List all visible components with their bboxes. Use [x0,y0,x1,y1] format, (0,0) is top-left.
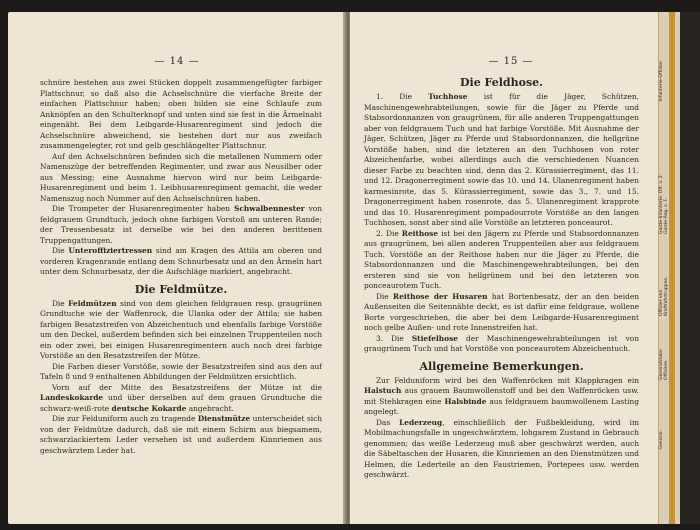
bold-term: Stiefelhose [411,333,458,343]
tab-label-generalstabs-offiziere[interactable]: Generalstabs-Offiziere. [659,347,669,380]
bold-term: Lederzeug [399,417,443,427]
paragraph [40,299,322,362]
text-run: der Maschinengewehrabteilungen ist von graugrünem Tuch und hat Vorstöße von ponceaurotem Abzeichentuch. [364,333,639,353]
left-paragraphs-upper [40,78,322,278]
paragraph [40,78,322,152]
paragraph [364,418,639,481]
text-run: von feldgrauem Grundtuch, jedoch ohne farbigen Vorstoß am unteren Rande; der Tressenbesatz ist derselbe wie bei den anderen berittenen Truppengattungen. [40,204,322,245]
paragraph [40,204,322,246]
paragraph [364,334,639,355]
text-run: hat Bortenbesatz, der an den beiden Außenseiten die Seitennähte deckt, es ist dafür eine feldgraue, wollene Borte vorgeschrieben, die aber bei dem Leibgarde-Husarenregiment noch gelbe Außen- und rote Innenstreifen hat. [364,291,639,332]
text-run: Die [52,246,69,255]
bold-term: Reithose [401,228,439,238]
bold-term: Halsbinde [444,396,487,406]
right-paragraphs-upper [364,92,639,355]
text-run: ist bei den Jägern zu Pferde und Stabsordonnanzen aus graugrünem, bei allen anderen Truppenteilen aber aus feldgrauem Tuch. Vorstöße an der Reithose haben nur die Jäger zu Pferde, die Stabsordonnanzen und die Maschinengewehrabteilungen, bei den ersteren sind sie von hellgrünem und bei den letzteren von ponceaurotem Tuch. [364,228,640,290]
text-run: und über derselben auf dem grauen Grundtuche die schwarz-weiß-rote [40,393,322,413]
tab-label-general[interactable]: General. [659,430,664,450]
right-paragraphs-lower [364,376,639,481]
tab-label-garde-infanterie[interactable]: Garde-Infanterie. Off. v. 2. Garde-Reg. z. F. [659,173,669,234]
paragraph [40,383,322,415]
text-run: Die zur Felduniform auch zu tragende [52,414,198,423]
heading-feldmuetze: Die Feldmütze. [134,282,228,296]
tab-strip-accent [669,12,675,524]
right-page-text [364,76,639,481]
text-run: Das [376,417,400,427]
text-run: Die [52,298,69,308]
paragraph [364,92,639,229]
heading-feldhose: Die Feldhose. [460,76,543,89]
text-run: 1. Die [376,92,429,101]
tab-label-infanterie-offizier[interactable]: Infanterie-Offizier. [659,60,664,102]
heading-allgemeine-bemerkungen: Allgemeine Bemerkungen. [419,359,584,373]
tab-label-kraftfahrtruppen[interactable]: Offizier von Kraftfahrtruppen. [659,276,669,316]
bold-term: Schwalbennester [234,204,305,213]
left-paragraphs-lower [40,299,322,457]
text-run: ist für die Jäger, Schützen, Maschinengewehrabteilungen, sowie für die Jäger zu Pferde und Stabsordonnanzen von graugrünem, für alle anderen Truppengattungen aber von feldgrauem Tuch und hat farbige Vorstöße. Mit Ausnahme der Jäger, Schützen, Jäger zu Pferde und Stabsordonnanzen, die hellgrüne Vorstöße haben, sind die letzteren an den Tuchhosen von roter Abzeichenfarbe, wobei allerdings auch die verschiedenen Nuancen dieser Farbe zu beachten sind, denn das 2. Kürassierregiment, das 11. und 12. Dragonerregiment sowie das 10. und 14. Ulanenregiment haben karmesinrote, das 5. Kürassierregiment, sowie das 3., 7. und 15. Dragonerregiment haben rosenrote, das 5. Ulanenregiment krapprote und das 10. Husarenregiment pompadourrote Vorstöße an den langen Tuchhosen, sonst aber sind alle Vorstöße an letzteren ponceaurot. [364,92,639,227]
paragraph [40,246,322,278]
text-run: aus grauem Baumwollenstoff und bei den Waffenröcken usw. mit Stehkragen eine [364,386,639,406]
text-run: sind von dem gleichen feldgrauen resp. graugrünen Grundtuche wie der Waffenrock, die Ulanka oder der Attila; sie haben farbigen Besatzstreifen von Abzeichentuch und ebenfalls farbige Vorstöße um den Deckel, außerdem befinden sich bei einzelnen Truppenteilen noch ein oder zwei, bei einigen Husarenregimentern auch noch drei farbige Vorstöße an den Besatzstreifen der Mütze. [40,298,322,360]
text-run: Die [376,291,394,301]
bold-term: Reithose der Husaren [393,291,488,301]
paragraph [40,152,322,205]
right-page [350,12,672,524]
index-tab-strip [658,12,681,524]
text-run: Zur Felduniform wird bei den Waffenröcken mit Klappkragen ein [376,375,639,385]
left-page [8,12,346,524]
text-run: , einschließlich der Fußbekleidung, wird im Mobilmachungsfalle in ungeschwärztem, lohgarem Zustand in Gebrauch genommen; das weiße Lederzeug muß aber geschwärzt werden, auch die Säbeltaschen der Husaren, die Kinnriemen an den Dienstmützen und Helmen, die Lederteile an den Faustriemen, Portepees usw. werden geschwärzt. [364,417,639,479]
page-number-left: — 14 — [154,56,200,67]
book-edge [680,12,700,524]
text-run: 3. Die [376,333,412,343]
bold-term: Unteroffiziertressen [68,246,153,255]
bold-term: Landeskokarde [40,393,104,402]
text-run: 2. Die [376,228,402,238]
bold-term: Tuchhose [428,92,468,101]
left-page-text [40,78,322,456]
bold-term: Dienstmütze [197,414,251,423]
paragraph [364,292,639,334]
bold-term: Halstuch [364,386,402,395]
text-run: Die Trompeter der Husarenregimenter haben [52,204,234,213]
text-run: Auf den Achselschnüren befinden sich die metallenen Nummern oder Namenszüge der betreffenden Regimenter, und zwar aus Neusilber oder aus Messing; eine Ausnahme hiervon wird nur beim Leibgarde-Husarenregiment und beim 1. Leibhusarenregiment gemacht, die weder Namenszug noch Nummer auf den Achselschnüren haben. [40,151,322,203]
text-run: sind am Kragen des Attila am oberen und vorderen Kragenrande entlang dem Schnurbesatz und an den Ärmeln hart unter dem Schnurbesatz, der die Aufschläge markiert, angebracht. [40,246,322,276]
paragraph [364,376,639,418]
paragraph [40,414,322,456]
text-run: angebracht. [186,403,234,413]
text-run: unterscheidet sich von der Feldmütze dadurch, daß sie mit einem Schirm aus biegsamem, schwarzlackiertem Leder versehen ist und außerdem Kinnriemen aus geschwärztem Leder hat. [40,414,322,455]
paragraph [40,362,322,383]
text-run: schnüre bestehen aus zwei Stücken doppelt zusammengefügter farbiger Plattschnur, so daß also die Achselschnüre die vierfache Breite der einfachen Plattschnur haben; oben bilden sie eine Schlaufe zum Anknöpfen an den Schulterknopf und unten sind sie fest in die Ärmelnaht eingenäht. Bei dem Leibgarde-Husarenregiment sind jedoch die Achselschnüre abweichend, sie bestehen dort nur aus zweifach zusammengelegter, rot und gelb geschlängelter Plattschnur. [40,78,322,150]
page-number-right: — 15 — [488,56,534,67]
text-run: aus feldgrauem baumwollenem Lasting angelegt. [364,396,639,416]
paragraph [364,229,639,292]
bold-term: Feldmützen [68,298,117,308]
bold-term: deutsche Kokarde [111,403,187,413]
text-run: Die Farben dieser Vorstöße, sowie der Besatzstreifen sind aus den auf Tafeln 8 und 9 enthaltenen Abbildungen der Feldmützen ersichtlich. [40,361,322,381]
text-run: Vorn auf der Mitte des Besatzstreifens der Mütze ist die [52,382,322,392]
